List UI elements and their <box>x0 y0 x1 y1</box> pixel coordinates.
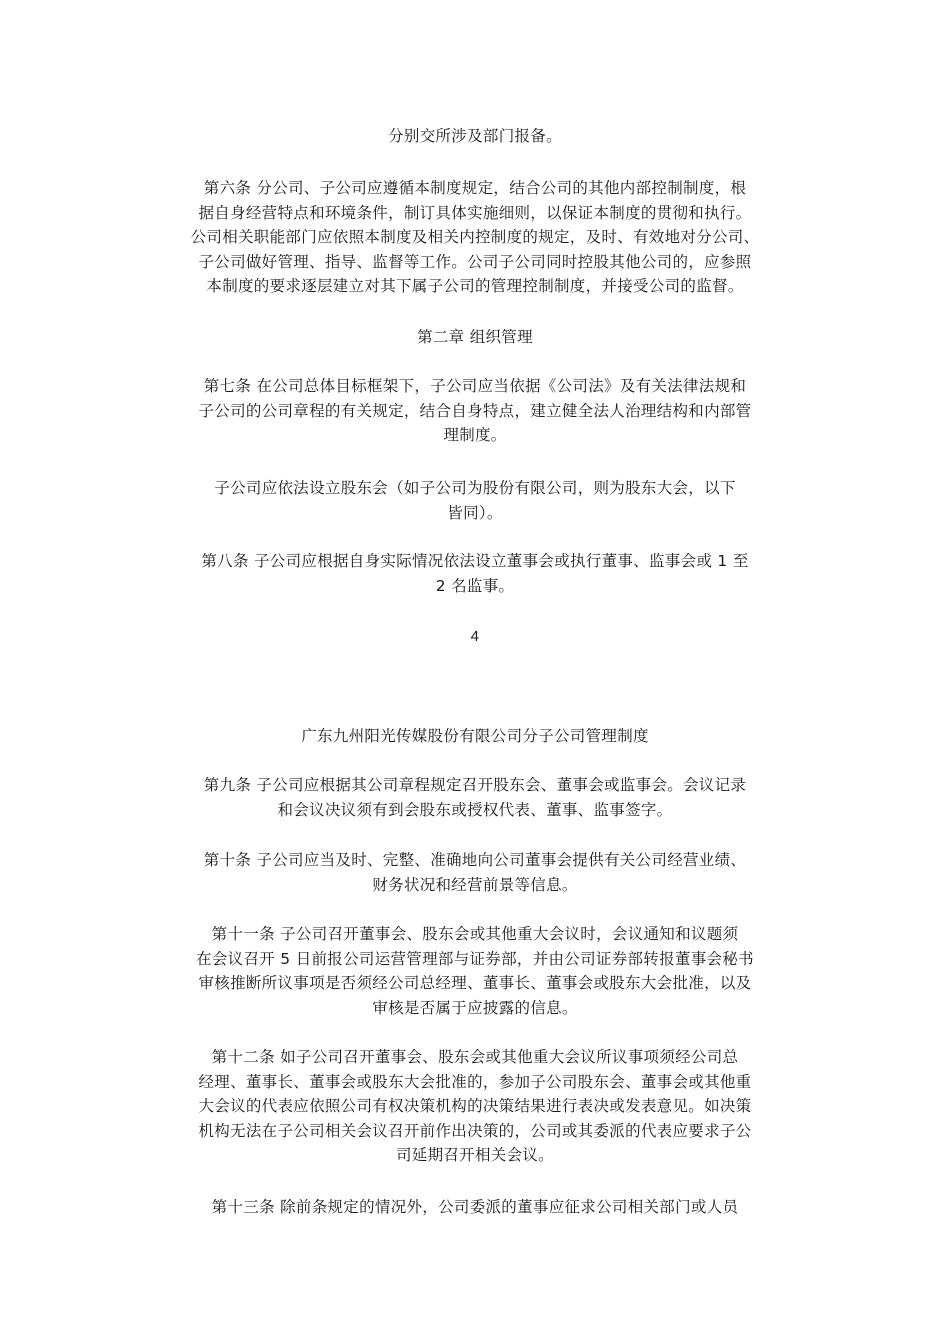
text-line: 第七条 在公司总体目标框架下，子公司应当依据《公司法》及有关法律法规和 <box>203 377 747 395</box>
text-line: 子公司的公司章程的有关规定，结合自身特点，建立健全法人治理结构和内部管 <box>198 401 752 420</box>
text-line: 大会议的代表应依照公司有权决策机构的决策结果进行表决或发表意见。如决策 <box>198 1097 752 1115</box>
chapter-heading: 第二章 组织管理 <box>417 328 533 346</box>
text-line: 机构无法在子公司相关会议召开前作出决策的，公司或其委派的代表应要求子公 <box>198 1121 752 1140</box>
text-line: 第十二条 如子公司召开董事会、股东会或其他重大会议所议事项须经公司总 <box>211 1048 739 1066</box>
article-10 <box>160 848 790 897</box>
text-line: 审核是否属于应披露的信息。 <box>372 998 578 1017</box>
article-6 <box>160 176 790 299</box>
chapter-2-title <box>160 325 790 350</box>
article-8 <box>160 549 790 598</box>
article-9 <box>160 773 790 822</box>
text-line: 司延期召开相关会议。 <box>395 1146 554 1164</box>
text-line: 第六条 分公司、子公司应遵循本制度规定，结合公司的其他内部控制制度，根 <box>203 179 747 197</box>
text-line: 分别交所涉及部门报备。 <box>388 127 562 145</box>
text-line: 审核推断所议事项是否须经公司总经理、董事长、董事会或股东大会批准，以及 <box>198 974 752 992</box>
text-line: 子公司做好管理、指导、监督等工作。公司子公司同时控股其他公司的，应参照 <box>198 252 752 271</box>
text-line: 经理、董事长、董事会或股东大会批准的，参加子公司股东会、董事会或其他重 <box>198 1072 752 1091</box>
text-line: 第九条 子公司应根据其公司章程规定召开股东会、董事会或监事会。会议记录 <box>203 776 747 794</box>
continuation-text <box>160 124 790 149</box>
article-13 <box>160 1195 790 1220</box>
text-line: 财务状况和经营前景等信息。 <box>372 875 578 894</box>
text-line: 第八条 子公司应根据自身实际情况依法设立董事会或执行董事、监事会或 1 至 <box>201 552 749 570</box>
text-line: 子公司应依法设立股东会（如子公司为股份有限公司，则为股东大会，以下 <box>214 479 736 497</box>
article-11 <box>160 922 790 1020</box>
text-line: 在会议召开 5 日前报公司运营管理部与证券部，并由公司证券部转报董事会秘书 <box>196 949 754 968</box>
article-12 <box>160 1045 790 1168</box>
text-line: 本制度的要求逐层建立对其下属子公司的管理控制制度，并接受公司的监督。 <box>206 277 744 295</box>
article-7 <box>160 374 790 448</box>
text-line: 第十一条 子公司召开董事会、股东会或其他重大会议时，会议通知和议题须 <box>211 925 739 943</box>
text-line: 皆同）。 <box>447 503 503 522</box>
text-line: 第十三条 除前条规定的情况外，公司委派的董事应征求公司相关部门或人员 <box>211 1198 739 1216</box>
article-7-paragraph-2 <box>160 476 790 525</box>
text-line: 理制度。 <box>443 426 507 444</box>
page-number-text: 4 <box>470 628 480 645</box>
document-header <box>160 724 790 749</box>
text-line: 公司相关职能部门应依照本制度及相关内控制度的规定，及时、有效地对分公司、 <box>190 228 760 246</box>
text-line: 据自身经营特点和环境条件，制订具体实施细则，以保证本制度的贯彻和执行。 <box>198 203 752 222</box>
text-line: 第十条 子公司应当及时、完整、准确地向公司董事会提供有关公司经营业绩、 <box>203 851 747 869</box>
text-line: 2 名监事。 <box>435 576 515 595</box>
page-number <box>160 625 790 650</box>
text-line: 和会议决议须有到会股东或授权代表、董事、监事签字。 <box>277 800 673 819</box>
header-title: 广东九州阳光传媒股份有限公司分子公司管理制度 <box>301 727 649 745</box>
